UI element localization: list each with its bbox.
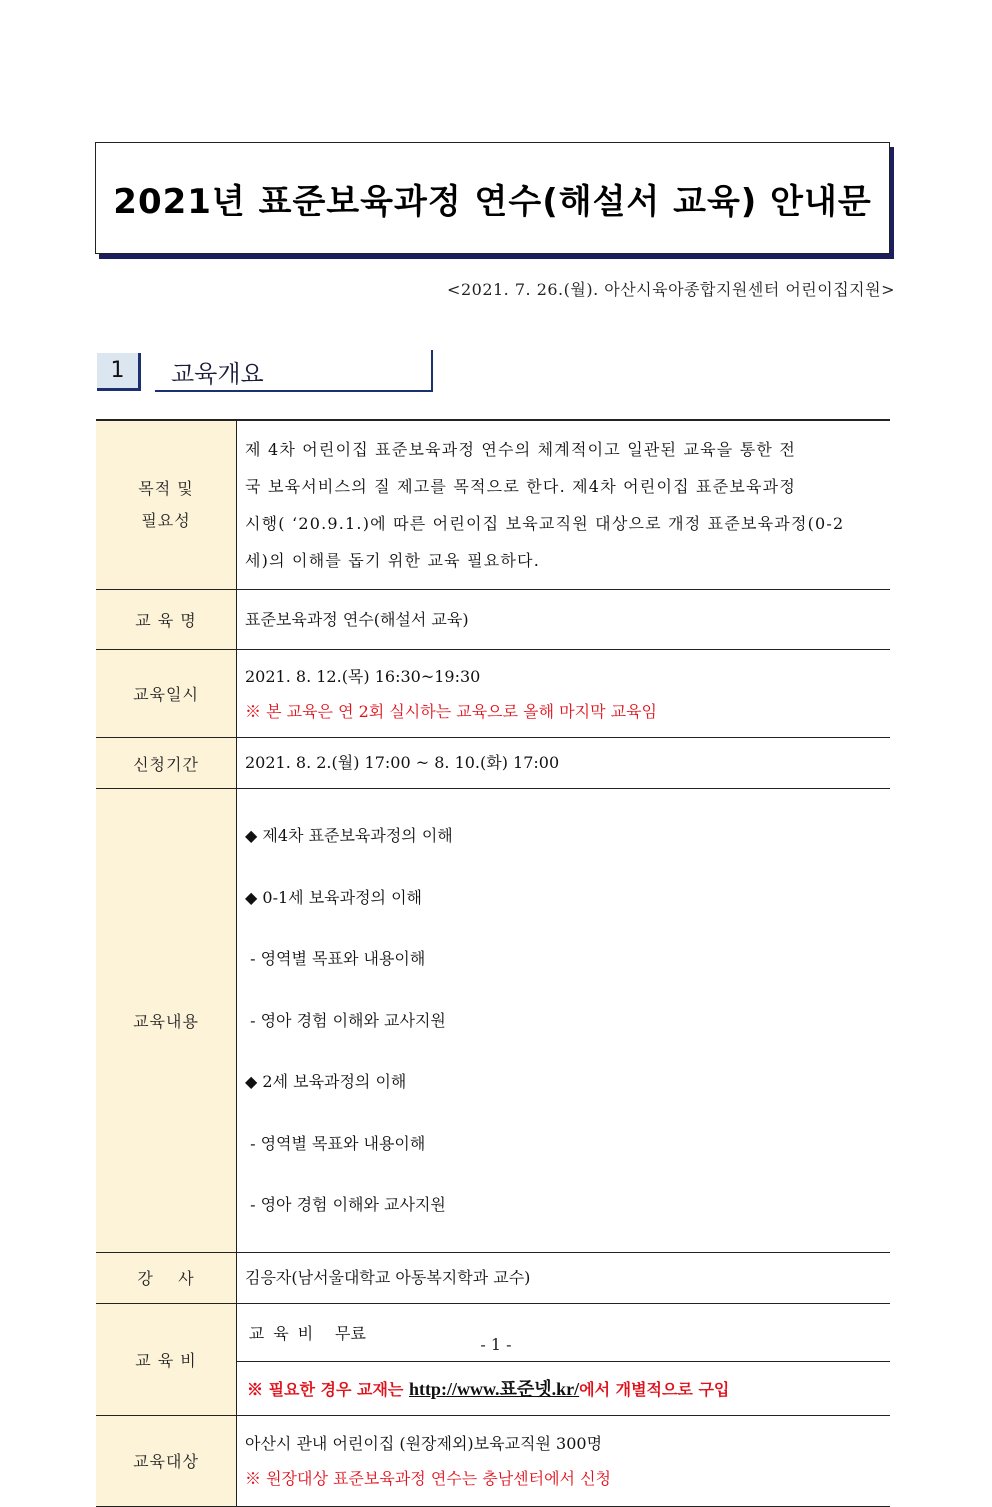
row-purpose bbox=[96, 420, 890, 590]
content-item: ◆ 0-1세 보육과정의 이해 bbox=[245, 887, 422, 907]
row-course-name bbox=[96, 590, 890, 650]
section-number: 1 bbox=[97, 353, 141, 391]
schedule-value: 2021. 8. 12.(목) 16:30~19:30 bbox=[245, 666, 481, 686]
title-box bbox=[95, 142, 890, 254]
purpose-line: 세)의 이해를 돕기 위한 교육 필요하다. bbox=[245, 551, 540, 570]
label-course-name: 교 육 명 bbox=[96, 590, 237, 650]
purpose-line: 시행( ‘20.9.1.)에 따른 어린이집 보육교직원 대상으로 개정 표준보육과정(0-2 bbox=[245, 514, 845, 533]
fee-inner-table bbox=[237, 1304, 890, 1415]
row-instructor bbox=[96, 1252, 890, 1303]
label-purpose-line2: 필요성 bbox=[141, 511, 191, 530]
label-application: 신청기간 bbox=[96, 738, 237, 789]
page-number: - 1 - bbox=[480, 1335, 512, 1354]
row-content bbox=[96, 789, 890, 1253]
fee-inner-label: 교 육 비 bbox=[237, 1304, 327, 1362]
label-purpose-line1: 목적 및 bbox=[138, 479, 194, 498]
content-item: - 영역별 목표와 내용이해 bbox=[245, 949, 426, 968]
content-item: ◆ 제4차 표준보육과정의 이해 bbox=[245, 826, 453, 845]
label-content: 교육내용 bbox=[96, 789, 237, 1253]
fee-note-suffix: 에서 개별적으로 구입 bbox=[579, 1380, 730, 1399]
target-note: ※ 원장대상 표준보육과정 연수는 충남센터에서 신청 bbox=[245, 1468, 612, 1488]
fee-note bbox=[237, 1361, 890, 1415]
label-fee: 교 육 비 bbox=[96, 1303, 237, 1415]
purpose-line: 제 4차 어린이집 표준보육과정 연수의 체계적이고 일관된 교육을 통한 전 bbox=[245, 440, 796, 459]
course-name-value: 표준보육과정 연수(해설서 교육) bbox=[237, 590, 891, 650]
content-item: - 영역별 목표와 내용이해 bbox=[245, 1133, 426, 1153]
schedule-cell bbox=[237, 650, 891, 738]
fee-cell bbox=[237, 1303, 891, 1415]
row-target bbox=[96, 1415, 890, 1506]
label-instructor: 강 사 bbox=[96, 1252, 237, 1303]
schedule-note: ※ 본 교육은 연 2회 실시하는 교육으로 올해 마지막 교육임 bbox=[245, 701, 657, 721]
fee-note-row bbox=[237, 1361, 890, 1415]
content-item: - 영아 경험 이해와 교사지원 bbox=[245, 1195, 446, 1214]
content-item: - 영아 경험 이해와 교사지원 bbox=[245, 1010, 446, 1030]
fee-inner-value: 무료 bbox=[327, 1304, 890, 1362]
target-cell bbox=[237, 1415, 891, 1506]
label-target: 교육대상 bbox=[96, 1415, 237, 1506]
document-title: 2021년 표준보육과정 연수(해설서 교육) 안내문 bbox=[113, 181, 872, 222]
fee-note-prefix: ※ 필요한 경우 교재는 bbox=[247, 1380, 409, 1399]
instructor-value: 김응자(남서울대학교 아동복지학과 교수) bbox=[237, 1252, 891, 1303]
date-line: <2021. 7. 26.(월). 아산시육아종합지원센터 어린이집지원> bbox=[447, 280, 895, 299]
purpose-text bbox=[237, 420, 891, 590]
row-schedule bbox=[96, 650, 890, 738]
row-application bbox=[96, 738, 890, 789]
application-value: 2021. 8. 2.(월) 17:00 ~ 8. 10.(화) 17:00 bbox=[237, 738, 891, 789]
row-fee bbox=[96, 1303, 890, 1415]
purpose-line: 국 보육서비스의 질 제고를 목적으로 한다. 제4차 어린이집 표준보육과정 bbox=[245, 477, 796, 496]
section-heading bbox=[155, 350, 433, 392]
standard-net-link[interactable]: http://www.표준넷.kr/ bbox=[408, 1379, 580, 1399]
label-schedule: 교육일시 bbox=[96, 650, 237, 738]
target-value: 아산시 관내 어린이집 (원장제외)보육교직원 300명 bbox=[245, 1433, 603, 1453]
content-list bbox=[237, 789, 891, 1253]
section-title: 교육개요 bbox=[171, 360, 264, 388]
content-item: ◆ 2세 보육과정의 이해 bbox=[245, 1072, 407, 1091]
label-purpose bbox=[96, 420, 237, 590]
